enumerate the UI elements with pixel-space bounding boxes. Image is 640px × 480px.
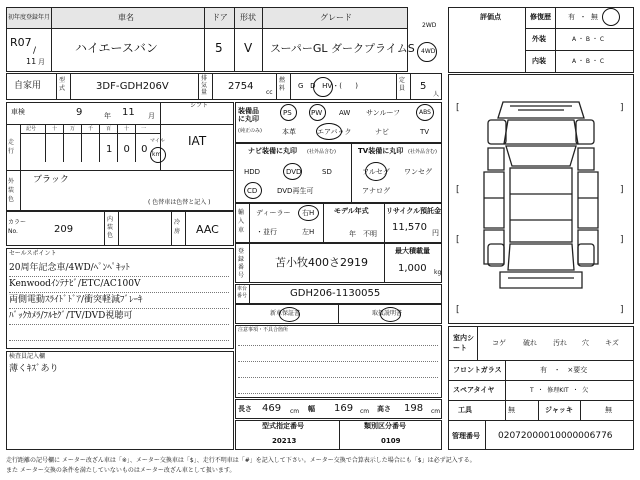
- jack-value: 無: [605, 406, 612, 414]
- footer-line-1: 走行距離の記号欄に メーター改ざん車は「※」、メーター交換車は「$」、走行不明車は「#」を記入して下さい。メーター交換で合算表示した場合にも「$」は必ず記入する。: [6, 457, 476, 464]
- type-value: 3DF-GDH206V: [96, 81, 169, 92]
- jack-label: ジャッキ: [545, 406, 573, 414]
- reg-year: R07: [10, 36, 32, 49]
- import-right: 右H: [302, 209, 315, 217]
- svg-text:[: [: [456, 103, 460, 113]
- chassis-value: GDH206-1130055: [290, 288, 381, 299]
- seat-tear: 破れ: [523, 339, 537, 347]
- model-year-unknown: 不明: [363, 230, 377, 238]
- color-no-label: カラーNo.: [8, 219, 27, 235]
- plate-value: 苫小牧400さ2919: [275, 256, 368, 269]
- sales-points-label: セールスポイント: [9, 250, 57, 257]
- diagram-windshield: [506, 146, 576, 166]
- import-dealer: ディーラー: [256, 209, 291, 217]
- repair-label: 修復歴: [530, 13, 551, 21]
- tv-sub: (社外品含む): [408, 149, 437, 155]
- eq-leather: 本革: [282, 128, 296, 136]
- type-label: 型式: [59, 77, 66, 92]
- mileage-h-4: 百: [106, 126, 112, 132]
- mgmt-value: 02072000010000006776: [498, 431, 613, 441]
- glass-label: フロントガラス: [453, 366, 502, 374]
- height-label: 高さ: [377, 405, 391, 413]
- reg-slash: /: [33, 46, 37, 56]
- tv-oneseg: ワンセグ: [404, 168, 432, 176]
- diagram-roof: [510, 168, 572, 242]
- ac-value: AAC: [196, 223, 219, 236]
- vehicle-shape: V: [244, 41, 253, 55]
- disp-unit: cc: [266, 89, 273, 96]
- inspection-year: 9: [76, 107, 83, 118]
- seat-hole: 穴: [582, 339, 589, 347]
- eq-sunroof: サンルーフ: [366, 109, 401, 117]
- reg-month: 11: [26, 57, 37, 66]
- equipment-label: 装備品に丸印: [238, 107, 259, 123]
- exterior-label: 外装: [532, 35, 546, 43]
- door-label: ドア: [212, 13, 228, 22]
- max-load-label: 最大積載量: [395, 247, 430, 255]
- inspection-month-unit: 月: [148, 112, 155, 120]
- diagram-wheel-rl: [488, 244, 504, 266]
- diagram-left-doors: [484, 172, 504, 228]
- recycle-value: 11,570: [392, 222, 427, 233]
- capacity-value: 5: [420, 81, 427, 92]
- notes-label: 注意事項・不具合箇所: [238, 327, 289, 333]
- disp-label: 排気量: [201, 75, 208, 96]
- vehicle-name: ハイエースバン: [75, 41, 158, 55]
- eq-airbag: エアバック: [317, 128, 352, 136]
- eq-pw: PW: [311, 109, 323, 117]
- inspector-text: 薄くｷｽﾞあり: [9, 364, 59, 374]
- model-label: 車名: [118, 13, 134, 22]
- shift-label: シフト: [190, 102, 209, 109]
- eq-abs: ABS: [419, 109, 431, 116]
- designation-model-label: 型式指定番号: [262, 422, 304, 430]
- repair-options: 有 ・ 無: [568, 13, 598, 21]
- tools-value: 無: [508, 406, 515, 414]
- model-year-unit: 年: [349, 230, 356, 238]
- inspection-year-unit: 年: [104, 112, 111, 120]
- navi-sub: (社外品含む): [307, 149, 336, 155]
- svg-text:[: [: [456, 185, 460, 195]
- length-label: 長さ: [238, 405, 252, 413]
- mileage-label: 走行: [8, 139, 15, 155]
- plate-label: 登録番号: [238, 248, 245, 279]
- designation-class-label: 類別区分番号: [364, 422, 406, 430]
- diagram-hood: [504, 120, 578, 144]
- svg-text:]: ]: [620, 185, 624, 195]
- drive-4wd: 4WD: [421, 48, 436, 55]
- designation-model: 20213: [272, 437, 297, 445]
- interior-options: A ・ B ・ C: [572, 58, 605, 65]
- svg-text:[: [: [456, 305, 460, 315]
- eq-ps: PS: [283, 109, 292, 117]
- reg-label: 初年度登録年月: [8, 14, 51, 21]
- recycle-unit: 円: [432, 229, 439, 237]
- grade-label: グレード: [320, 13, 352, 22]
- capacity-unit: 人: [433, 91, 440, 98]
- model-year-label: モデル年式: [334, 207, 369, 215]
- mileage-h-5: 十: [124, 126, 130, 132]
- inspection-label: 車検: [11, 108, 25, 116]
- tv-label: TV装備に丸印: [358, 147, 404, 155]
- spare-label: スペアタイヤ: [453, 386, 495, 394]
- sales-point-0: 20周年記念車/4WD/ﾍﾟﾝﾍﾟｷｯﾄ: [9, 263, 130, 273]
- usage-jikayo: 自家用: [14, 81, 42, 91]
- warranty-new: 新車保証書: [270, 310, 301, 317]
- height-unit: cm: [431, 408, 441, 415]
- navi-dvd: DVD: [286, 168, 302, 176]
- navi-dvd-play: DVD再生可: [277, 187, 314, 195]
- footer-line-2: また メーター交換の条件を満たしていないものはメーター改ざん車として扱います。: [6, 467, 236, 474]
- import-parallel: ・並行: [256, 228, 277, 236]
- shape-label: 形状: [240, 13, 256, 22]
- grade-label: 評価点: [480, 13, 501, 21]
- fuel-options: G D HV・( ): [298, 82, 359, 90]
- length-value: 469: [262, 403, 282, 414]
- type-row: [6, 73, 442, 100]
- navi-cd: CD: [247, 187, 258, 195]
- mgmt-label: 管理番号: [452, 432, 480, 440]
- seat-stain: 汚れ: [553, 339, 567, 347]
- mileage-h-1: 十: [52, 126, 58, 132]
- color-no-value: 209: [54, 224, 74, 235]
- repair-none-circle: [602, 8, 620, 26]
- designation-class: 0109: [381, 437, 401, 445]
- interior-label: 内装色: [107, 216, 114, 239]
- glass-options: 有 ・ ×要交: [540, 366, 588, 374]
- inspector-label: 検査員記入欄: [9, 353, 46, 360]
- svg-text:]: ]: [620, 235, 624, 245]
- import-label: 輸入車: [238, 209, 245, 234]
- diagram-wheel-fl: [488, 120, 506, 144]
- svg-text:]: ]: [620, 305, 624, 315]
- sales-point-2: 両側電動ｽﾗｲﾄﾞﾄﾞｱ/衝突軽減ﾌﾞﾚｰｷ: [9, 295, 143, 305]
- car-diagram: [448, 74, 634, 324]
- mileage-unit-km: km: [152, 151, 162, 158]
- eq-tv: TV: [420, 128, 430, 136]
- width-label: 幅: [308, 405, 315, 413]
- width-value: 169: [334, 403, 354, 414]
- svg-text:]: ]: [620, 103, 624, 113]
- vehicle-grade: スーパーGL ダークプライムS: [270, 42, 415, 55]
- vehicle-doors: 5: [215, 41, 223, 55]
- drive-2wd: 2WD: [422, 22, 437, 29]
- mileage-h-2: 万: [70, 126, 76, 132]
- max-load-unit: kg: [434, 269, 442, 276]
- diagram-wheel-rr: [578, 244, 594, 266]
- mileage-h-0: 記号: [26, 126, 37, 132]
- diagram-rear-window: [508, 244, 574, 270]
- warranty-manual: 取扱説明書: [372, 310, 403, 317]
- fuel-label: 燃料: [279, 77, 286, 92]
- equipment-sub: (純正のみ): [238, 128, 262, 134]
- width-unit: cm: [360, 408, 370, 415]
- height-value: 198: [404, 403, 424, 414]
- seat-scratch: キズ: [605, 339, 619, 347]
- exterior-options: A ・ B ・ C: [572, 36, 605, 43]
- color-note: ( 色替車は色替と記入 ): [148, 199, 211, 206]
- tv-analog: アナログ: [362, 187, 390, 195]
- navi-hdd: HDD: [244, 168, 261, 176]
- mileage-h-3: 千: [88, 126, 94, 132]
- sales-point-3: ﾊﾞｯｸｶﾒﾗ/ﾌﾙｾｸﾞ/TV/DVD視聴可: [9, 311, 133, 321]
- diagram-rear-bumper: [500, 272, 582, 288]
- diagram-right-doors: [578, 172, 598, 228]
- capacity-label: 定員: [399, 77, 406, 92]
- svg-text:[: [: [456, 235, 460, 245]
- spare-options: T ・ 修理KIT ・ 欠: [530, 387, 589, 394]
- navi-sd: SD: [322, 168, 332, 176]
- color-label: 外装色: [8, 178, 15, 203]
- import-left: 左H: [302, 228, 315, 236]
- shift-value: IAT: [188, 134, 207, 148]
- diagram-wheel-fr: [576, 120, 594, 144]
- length-unit: cm: [290, 408, 300, 415]
- disp-value: 2754: [228, 81, 254, 92]
- navi-label: ナビ装備に丸印: [248, 147, 297, 155]
- max-load-value: 1,000: [398, 263, 427, 274]
- chassis-label: 車台番号: [237, 286, 248, 299]
- seat-label: 室内シート: [453, 334, 474, 352]
- mileage-value: 1 0 0: [106, 144, 152, 155]
- interior-grade-label: 内装: [532, 57, 546, 65]
- eq-navi: ナビ: [375, 128, 389, 136]
- recycle-label: リサイクル預託金: [386, 207, 442, 215]
- reg-month-unit: 月: [38, 58, 45, 66]
- tools-label: 工具: [458, 406, 472, 414]
- sales-point-1: Kenwoodｲﾝﾃﾅﾋﾞ/ETC/AC100V: [9, 279, 141, 289]
- ac-label: 冷房: [174, 219, 181, 235]
- tv-fullseg: フルセグ: [362, 168, 390, 176]
- inspection-month: 11: [122, 107, 135, 118]
- color-value: ブラック: [33, 175, 69, 185]
- seat-burn: コゲ: [492, 339, 506, 347]
- mileage-unit-mile: マイル: [150, 138, 165, 144]
- eq-aw: AW: [339, 109, 351, 117]
- mileage-h-6: 一: [141, 126, 147, 132]
